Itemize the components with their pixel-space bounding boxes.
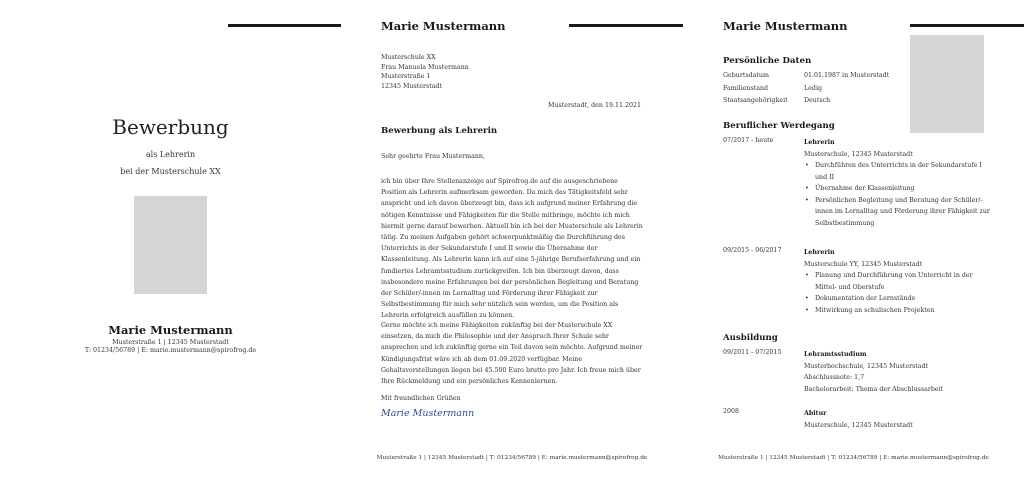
letter-header-name: Marie Mustermann (381, 19, 506, 33)
cover-address: Musterstraße 1 | 12345 Musterstadt (112, 339, 229, 346)
recipient-line: Frau Manuela Mustermann (381, 63, 469, 71)
entry-line: Bachelorarbeit: Thema der Abschlussarbeit (804, 385, 944, 393)
entry-bullet: • Mitwirkung an schulischen Projekten (815, 305, 992, 317)
letter-subject: Bewerbung als Lehrerin (381, 126, 498, 136)
entry-date: 09/2015 - 06/2017 (723, 247, 782, 254)
entry-bullets (804, 160, 992, 229)
cover-contact: T: 01234/56789 | E: marie.mustermann@spirofrog.de (84, 347, 257, 354)
recipient-line: Musterschule XX (381, 54, 436, 61)
personal-value: Deutsch (804, 97, 831, 104)
personal-value: 01.01.1987 in Musterstadt (804, 72, 890, 79)
entry-date: 2008 (723, 408, 740, 415)
letter-closing: Mit freundlichen Grüßen (381, 395, 461, 402)
letter-date: Musterstadt, den 19.11.2021 (548, 102, 641, 109)
signature: Marie Mustermann (381, 408, 475, 419)
header-rule (228, 24, 341, 27)
letter-salutation: Sehr geehrte Frau Mustermann, (381, 153, 485, 160)
cover-title: Bewerbung (112, 115, 229, 139)
letter-paragraph: ich bin über Ihre Stellenanzeige auf Spirofrog.de auf die ausgeschriebene Position als Lehrerin aufmerksam geworden. Da mich das Tätigkeitsfeld sehr anspricht und ich davon überzeugt bin, dass ich aufgrund meiner Erfahrung die nötigen Kenntnisse und Fähigkeiten für die Stelle mitbringe, möchte ich mich hiermit gerne darauf bewerben. Aktuell bin ich bei der Musterschule als Lehrerin tätig. Zu meinen Aufgaben gehört schwerpunktmäßig die Durchführung des Unterrichts in der Sekundarstufe I und II sowie die Übernahme der Klassenleitung. Als Lehrerin kann ich auf eine 5-jährige Berufserfahrung und ein fundiertes Lehramtsstudium zurückgreifen. Ich bin überzeugt davon, dass insbesondere meine Erfahrungen bei der persönlichen Begleitung und Beratung der Schüler/-innen im Lernalltag und Förderung ihrer Fähigkeit zur Selbstbestimmung für mich sehr nützlich sein werden, um die Position als Lehrerin erfolgreich ausfüllen zu können. (381, 178, 643, 320)
photo-placeholder (134, 196, 207, 294)
cv-header-name: Marie Mustermann (723, 19, 848, 33)
cover-subtitle: als Lehrerin (145, 150, 196, 159)
entry-bullet: • Übernahme der Klassenleitung (815, 183, 992, 195)
cover-subtitle: bei der Musterschule XX (120, 167, 221, 176)
personal-key: Familienstand (723, 85, 769, 92)
cv-footer: Musterstraße 1 | 12345 Musterstadt | T: 01234/56789 | E: marie.mustermann@spirofrog.de (718, 455, 989, 461)
personal-key: Geburtsdatum (723, 72, 769, 79)
section-heading: Beruflicher Werdegang (723, 121, 835, 131)
cover-page (0, 0, 341, 482)
entry-place: Musterschule YY, 12345 Musterstadt (804, 260, 923, 268)
entry-place: Musterschule, 12345 Musterstadt (804, 150, 913, 158)
recipient-line: Musterstraße 1 (381, 73, 431, 80)
entry-line: Musterhochschule, 12345 Musterstadt (804, 362, 929, 370)
cv-page (683, 0, 1024, 482)
entry-title: Lehramtsstudium (804, 351, 867, 358)
cover-name: Marie Mustermann (108, 323, 233, 337)
letter-paragraph: Gerne möchte ich meine Fähigkeiten zukünftig bei der Musterschule XX einsetzen, da mich die Philosophie und der Anspruch Ihrer Schule sehr ansprechen und ich zukünftig gerne ein Teil davon sein möchte. Aufgrund meiner Kündigungsfrist wäre ich ab dem 01.09.2020 verfügbar. Meine Gehaltsvorstellungen liegen bei 45.500 Euro brutto pro Jahr. Ich freue mich über Ihre Rückmeldung und ein persönliches Kennenlernen. (381, 322, 643, 386)
entry-line: Abschlussnote: 1,7 (804, 374, 865, 381)
entry-line: Musterschule, 12345 Musterstadt (804, 421, 913, 429)
entry-date: 09/2011 - 07/2015 (723, 349, 782, 356)
entry-bullet: • Planung und Durchführung von Unterricht in der Mittel- und Oberstufe (815, 270, 992, 293)
header-rule (910, 24, 1024, 27)
section-heading: Persönliche Daten (723, 56, 812, 66)
recipient-address (381, 53, 469, 91)
entry-bullets (804, 270, 992, 316)
entry-title: Lehrerin (804, 249, 835, 256)
entry-bullet: • Persönlichen Begleitung und Beratung der Schüler/-innen im Lernalltag und Förderung ihrer Fähigkeit zur Selbstbestimmung (815, 195, 992, 230)
photo-placeholder (910, 35, 984, 133)
entry-title: Abitur (804, 410, 827, 417)
entry-bullet: • Durchführen des Unterrichts in der Sekundarstufe I und II (815, 160, 992, 183)
header-rule (569, 24, 683, 27)
personal-key: Staatsangehörigkeit (723, 97, 788, 104)
entry-bullet: • Dokumentation der Lernstände (815, 293, 992, 305)
personal-value: Ledig (804, 85, 822, 92)
entry-title: Lehrerin (804, 139, 835, 146)
recipient-line: 12345 Musterstadt (381, 82, 443, 90)
entry-date: 07/2017 - heute (723, 137, 774, 144)
letter-page (341, 0, 683, 482)
section-heading: Ausbildung (723, 333, 778, 343)
letter-footer: Musterstraße 1 | 12345 Musterstadt | T: 01234/56789 | E: marie.mustermann@spirofrog.de (376, 455, 648, 461)
